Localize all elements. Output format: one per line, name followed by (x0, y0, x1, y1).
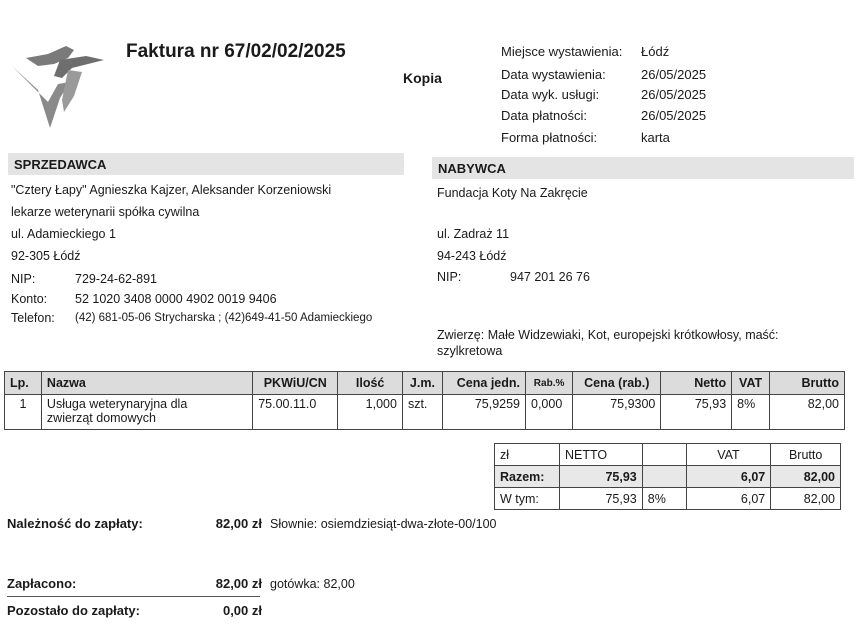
copy-label: Kopia (403, 70, 442, 86)
seller-name: "Cztery Łapy" Agnieszka Kajzer, Aleksander Korzeniowski (11, 183, 332, 197)
seller-street: ul. Adamieckiego 1 (11, 227, 116, 241)
invoice-title: Faktura nr 67/02/02/2025 (126, 41, 346, 62)
item-lp: 1 (5, 395, 42, 430)
summary-h-empty (642, 444, 686, 466)
col-ilosc: Ilość (338, 372, 403, 395)
summary-wtym-label: W tym: (495, 488, 560, 510)
meta-value: 26/05/2025 (641, 67, 707, 82)
item-discount: 0,000 (526, 395, 573, 430)
table-row (5, 395, 845, 430)
summary-wtym-netto: 75,93 (559, 488, 642, 510)
buyer-city: 94-243 Łódź (437, 249, 507, 263)
summary-wtym-row (495, 488, 841, 510)
remaining-label: Pozostało do zapłaty: (7, 603, 140, 618)
item-net: 75,93 (661, 395, 732, 430)
items-header-row (5, 372, 845, 395)
buyer-nip: 947 201 26 76 (510, 270, 590, 284)
buyer-animal-2: szylkretowa (437, 344, 503, 358)
buyer-heading: NABYWCA (432, 157, 854, 179)
summary-wtym-brutto: 82,00 (771, 488, 841, 510)
col-brutto: Brutto (770, 372, 845, 395)
seller-konto-label: Konto: (11, 292, 48, 306)
company-logo (8, 40, 108, 132)
meta-label: Data wyk. usługi: (501, 87, 600, 102)
meta-value: Łódź (641, 44, 670, 59)
amount-due-value: 82,00 zł (215, 516, 262, 531)
buyer-street: ul. Zadraż 11 (437, 227, 510, 241)
summary-h-vat: VAT (686, 444, 771, 466)
col-pkwiu: PKWiU/CN (253, 372, 338, 395)
paid-label: Zapłacono: (7, 576, 77, 591)
item-vat: 8% (732, 395, 770, 430)
buyer-name: Fundacja Koty Na Zakręcie (437, 186, 588, 200)
item-qty: 1,000 (338, 395, 403, 430)
item-gross: 82,00 (770, 395, 845, 430)
meta-value: karta (641, 130, 670, 145)
summary-total-row (495, 466, 841, 488)
summary-total-empty (642, 466, 686, 488)
summary-wtym-rate: 8% (642, 488, 686, 510)
col-cena-jedn: Cena jedn. (442, 372, 525, 395)
item-name-line-2: zwierząt domowych (46, 411, 156, 425)
summary-h-netto: NETTO (559, 444, 642, 466)
summary-table (494, 443, 841, 510)
meta-label: Data płatności: (501, 108, 587, 123)
meta-label: Data wystawienia: (501, 67, 606, 82)
paid-divider (7, 596, 260, 597)
seller-konto: 52 1020 3408 0000 4902 0019 9406 (75, 292, 277, 306)
buyer-animal: Zwierzę: Małe Widzewiaki, Kot, europejski krótkowłosy, maść: (437, 328, 779, 342)
meta-label: Forma płatności: (501, 130, 598, 145)
summary-wtym-vat: 6,07 (686, 488, 771, 510)
summary-h-brutto: Brutto (771, 444, 841, 466)
seller-city: 92-305 Łódź (11, 249, 81, 263)
summary-total-label: Razem: (495, 466, 560, 488)
amount-due-label: Należność do zapłaty: (7, 516, 143, 531)
summary-total-brutto: 82,00 (771, 466, 841, 488)
remaining-value: 0,00 zł (222, 603, 262, 618)
seller-nip: 729-24-62-891 (75, 272, 158, 286)
summary-total-netto: 75,93 (559, 466, 642, 488)
bird-logo-icon (8, 40, 108, 132)
seller-heading: SPRZEDAWCA (8, 153, 404, 175)
item-pkwiu: 75.00.11.0 (253, 395, 338, 430)
col-lp: Lp. (5, 372, 42, 395)
item-price-discounted: 75,9300 (573, 395, 661, 430)
col-nazwa: Nazwa (41, 372, 252, 395)
item-name (41, 395, 252, 430)
col-jm: J.m. (402, 372, 442, 395)
col-cena-rab: Cena (rab.) (573, 372, 661, 395)
paid-method: gotówka: 82,00 (270, 577, 355, 591)
item-price: 75,9259 (442, 395, 525, 430)
item-name-line-1: Usługa weterynaryjna dla (46, 397, 188, 411)
seller-phone: (42) 681-05-06 Strycharska ; (42)649-41-50 Adamieckiego (75, 312, 373, 324)
col-vat: VAT (732, 372, 770, 395)
seller-nip-label: NIP: (11, 272, 36, 286)
col-netto: Netto (661, 372, 732, 395)
buyer-nip-label: NIP: (437, 270, 462, 284)
summary-currency: zł (495, 444, 560, 466)
amount-in-words: Słownie: osiemdziesiąt-dwa-złote-00/100 (270, 517, 497, 531)
summary-total-vat: 6,07 (686, 466, 771, 488)
seller-phone-label: Telefon: (11, 311, 55, 325)
col-rab: Rab.% (526, 372, 573, 395)
meta-label: Miejsce wystawienia: (501, 44, 623, 59)
paid-value: 82,00 zł (215, 576, 262, 591)
summary-header-row (495, 444, 841, 466)
items-table (4, 371, 845, 430)
meta-value: 26/05/2025 (641, 87, 707, 102)
meta-value: 26/05/2025 (641, 108, 707, 123)
item-unit: szt. (402, 395, 442, 430)
seller-name-2: lekarze weterynarii spółka cywilna (11, 205, 200, 219)
